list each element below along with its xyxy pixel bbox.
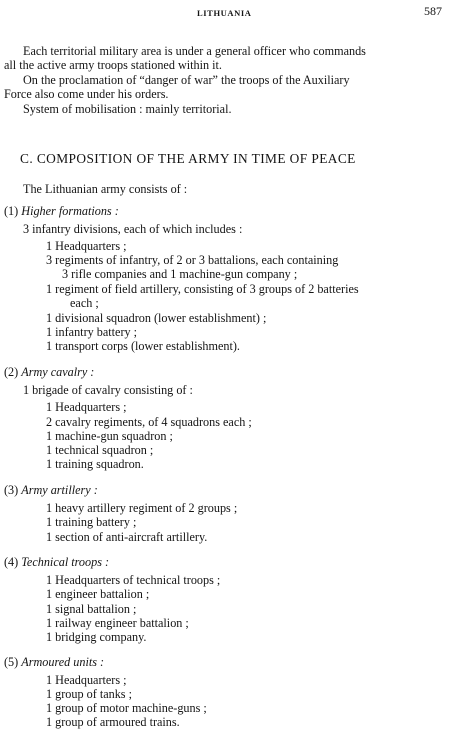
group-title: Armoured units : bbox=[21, 655, 105, 669]
list-item: 1 group of armoured trains. bbox=[46, 715, 180, 729]
group-title: Technical troops : bbox=[21, 555, 110, 569]
list-item: 1 Headquarters ; bbox=[46, 239, 127, 253]
list-item: 1 engineer battalion ; bbox=[46, 587, 150, 601]
list-item: 1 machine-gun squadron ; bbox=[46, 429, 173, 443]
group-subheading: 1 brigade of cavalry consisting of : bbox=[23, 383, 193, 397]
intro-paragraph-line: On the proclamation of “danger of war” the troops of the Auxiliary bbox=[23, 73, 350, 87]
group-heading bbox=[4, 483, 98, 497]
group-title: Higher formations : bbox=[21, 204, 119, 218]
group-number: (2) bbox=[4, 365, 19, 379]
list-item: 2 cavalry regiments, of 4 squadrons each ; bbox=[46, 415, 252, 429]
list-item: 1 signal battalion ; bbox=[46, 602, 137, 616]
list-item: 1 group of tanks ; bbox=[46, 687, 132, 701]
group-number: (3) bbox=[4, 483, 19, 497]
intro-paragraph-line: Force also come under his orders. bbox=[4, 87, 169, 101]
group-number: (4) bbox=[4, 555, 19, 569]
list-item: 1 technical squadron ; bbox=[46, 443, 154, 457]
intro-paragraph-line: Each territorial military area is under a general officer who commands bbox=[23, 44, 366, 58]
group-heading bbox=[4, 204, 119, 218]
group-number: (1) bbox=[4, 204, 19, 218]
group-title: Army cavalry : bbox=[21, 365, 95, 379]
intro-paragraph-line: System of mobilisation : mainly territorial. bbox=[23, 102, 232, 116]
group-title: Army artillery : bbox=[21, 483, 98, 497]
group-heading bbox=[4, 365, 94, 379]
list-item-continuation: each ; bbox=[70, 296, 99, 310]
list-item: 1 training squadron. bbox=[46, 457, 144, 471]
list-item: 1 group of motor machine-guns ; bbox=[46, 701, 207, 715]
group-heading bbox=[4, 555, 109, 569]
lead-sentence: The Lithuanian army consists of : bbox=[23, 182, 188, 196]
list-item: 1 divisional squadron (lower establishment) ; bbox=[46, 311, 267, 325]
group-number: (5) bbox=[4, 655, 19, 669]
section-heading: C. COMPOSITION OF THE ARMY IN TIME OF PEACE bbox=[20, 151, 356, 166]
list-item: 3 regiments of infantry, of 2 or 3 battalions, each containing bbox=[46, 253, 339, 267]
list-item: 1 transport corps (lower establishment). bbox=[46, 339, 240, 353]
list-item: 1 training battery ; bbox=[46, 515, 137, 529]
list-item: 1 heavy artillery regiment of 2 groups ; bbox=[46, 501, 238, 515]
running-title: LITHUANIA bbox=[197, 8, 252, 18]
list-item: 1 Headquarters ; bbox=[46, 400, 127, 414]
group-subheading: 3 infantry divisions, each of which includes : bbox=[23, 222, 243, 236]
list-item: 1 railway engineer battalion ; bbox=[46, 616, 189, 630]
group-heading bbox=[4, 655, 104, 669]
list-item: 1 infantry battery ; bbox=[46, 325, 138, 339]
list-item: 1 regiment of field artillery, consisting of 3 groups of 2 batteries bbox=[46, 282, 359, 296]
list-item: 1 bridging company. bbox=[46, 630, 147, 644]
list-item: 1 Headquarters ; bbox=[46, 673, 127, 687]
intro-paragraph-line: all the active army troops stationed within it. bbox=[4, 58, 222, 72]
list-item-continuation: 3 rifle companies and 1 machine-gun company ; bbox=[62, 267, 298, 281]
list-item: 1 Headquarters of technical troops ; bbox=[46, 573, 221, 587]
list-item: 1 section of anti-aircraft artillery. bbox=[46, 530, 208, 544]
page-number: 587 bbox=[424, 4, 442, 18]
